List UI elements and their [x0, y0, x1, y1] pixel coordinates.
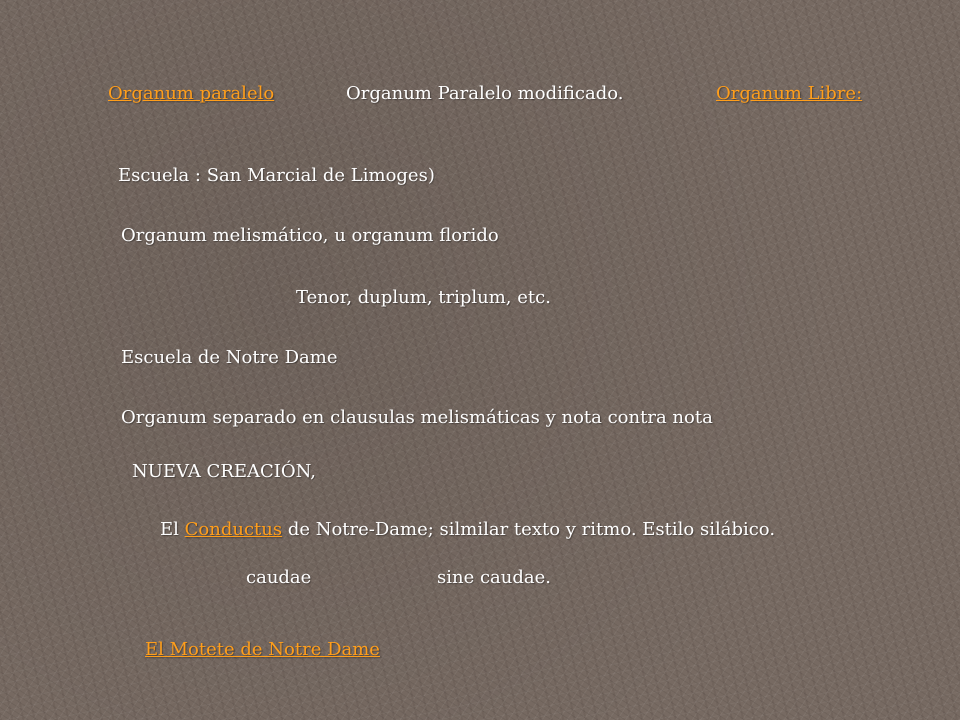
caudae-text: caudae [246, 567, 312, 588]
organum-melismatico-text: Organum melismático, u organum florido [121, 225, 499, 246]
sine-caudae-text: sine caudae. [437, 567, 551, 588]
organum-separado-text: Organum separado en clausulas melismáticas y nota contra nota [121, 407, 713, 428]
organum-libre-link[interactable]: Organum Libre: [716, 83, 863, 104]
conductus-link[interactable]: Conductus [184, 519, 283, 540]
organum-paralelo-link[interactable]: Organum paralelo [108, 83, 275, 104]
organum-paralelo-modificado-text: Organum Paralelo modificado. [346, 83, 624, 104]
voces-text: Tenor, duplum, triplum, etc. [296, 287, 551, 308]
conductus-line [160, 518, 775, 542]
nueva-creacion-text: NUEVA CREACIÓN, [132, 461, 316, 482]
conductus-suffix: de Notre-Dame; silmilar texto y ritmo. Estilo silábico. [282, 519, 776, 540]
escuela-limoges-text: Escuela : San Marcial de Limoges) [118, 165, 435, 186]
motete-notre-dame-link[interactable]: El Motete de Notre Dame [145, 639, 380, 660]
escuela-notre-dame-text: Escuela de Notre Dame [121, 347, 338, 368]
conductus-prefix: El [160, 519, 185, 540]
